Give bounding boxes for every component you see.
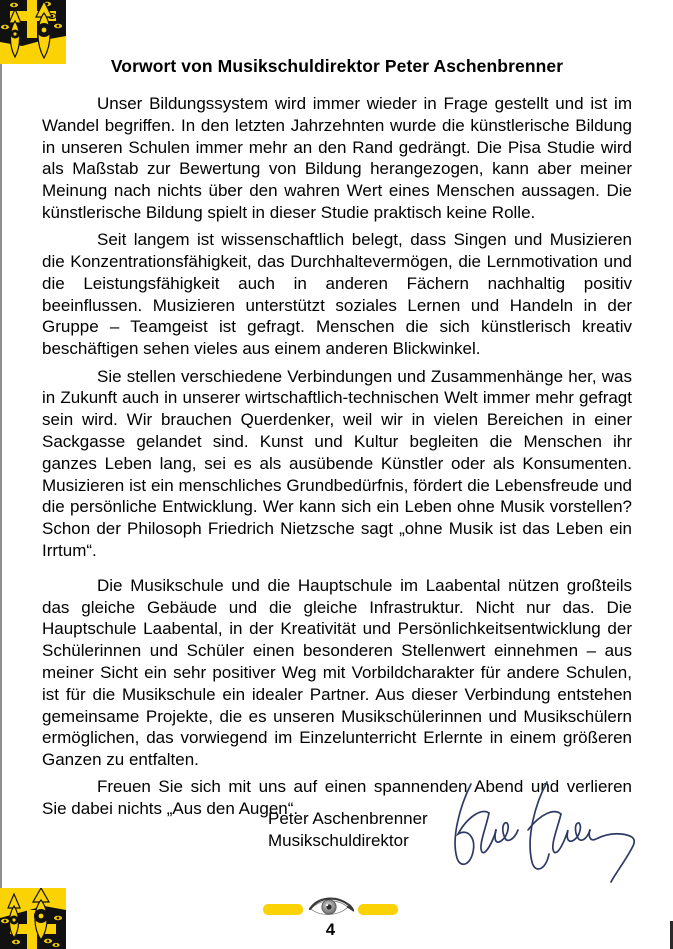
document-body (42, 93, 632, 826)
page-title: Vorwort von Musikschuldirektor Peter Aschenbrenner (110, 56, 564, 76)
eye-art-logo-bottom-icon (0, 888, 66, 949)
paragraph-5: Freuen Sie sich mit uns auf einen spannenden Abend und verlieren Sie dabei nichts „Aus den Augen“. (42, 777, 632, 819)
eye-art-logo-top-icon (0, 0, 66, 64)
footer-ornament (263, 896, 398, 923)
signature-block (268, 808, 428, 852)
scan-edge-left (0, 0, 2, 949)
paragraph-2: Seit langem ist wissenschaftlich belegt, dass Singen und Musizieren die Konzentrationsfähigkeit, das Durchhaltevermögen, die Lernmotivation und die Leistungsfähigkeit auch in anderen Fächern nachhaltig positiv beeinflussen. Musizieren unterstützt soziales Lernen und Handeln in der Gruppe – Teamgeist ist gefragt. Menschen die sich künstlerisch kreativ beschäftigen sehen vieles aus einem anderen Blickwinkel. (42, 230, 632, 359)
paragraph-3: Sie stellen verschiedene Verbindungen und Zusammenhänge her, was in Zukunft auch in unserer wirtschaftlich-technischen Welt immer mehr gefragt sein wird. Wir brauchen Querdenker, weil wir in vielen Bereichen in einer Sackgasse gelandet sind. Kunst und Kultur begleiten die Menschen ihr ganzes Leben lang, sei es als ausübende Künstler oder als Konsumenten. Musizieren ist ein menschliches Grundbedürfnis, fördert die Lebensfreude und die persönliche Entwicklung. Wer kann sich ein Leben ohne Musik vorstellen? Schon der Philosoph Friedrich Nietzsche sagt „ohne Musik ist das Leben ein Irrtum“. (42, 366, 632, 560)
page-number: 4 (325, 921, 336, 939)
paragraph-4: Die Musikschule und die Hauptschule im Laabental nützen großteils das gleiche Gebäude und die gleiche Infrastruktur. Nicht nur das. Die Hauptschule Laabental, in der Kreativität und Persönlichkeitsentwicklung der Schülerinnen und Schüler einen besonderen Stellenwert einnehmen – aus meiner Sicht ein sehr positiver Weg mit Vorbildcharakter für andere Schulen, ist für die Musikschule ein idealer Partner. Aus dieser Verbindung entstehen gemeinsame Projekte, die es unseren Musikschülerinnen und Musikschülern ermöglichen, das vorwiegend im Einzelunterricht Erlernte in einem größeren Ganzen zu entfalten. (42, 575, 632, 770)
paragraph-1: Unser Bildungssystem wird immer wieder in Frage gestellt und ist im Wandel begriffen. In den letzten Jahrzehnten wurde die künstlerische Bildung in unseren Schulen immer mehr an den Rand gedrängt. Die Pisa Studie wird als Maßstab zur Bewertung von Bildung herangezogen, kann aber meiner Meinung nach nichts über den wahren Wert eines Menschen aussagen. Die künstlerische Bildung spielt in dieser Studie praktisch keine Rolle. (42, 94, 632, 222)
yellow-dash-right-icon (358, 904, 398, 915)
yellow-dash-left-icon (263, 904, 303, 915)
handwritten-signature (424, 778, 642, 895)
signature-name: Peter Aschenbrenner (268, 809, 428, 828)
signature-role: Musikschuldirektor (268, 831, 409, 850)
